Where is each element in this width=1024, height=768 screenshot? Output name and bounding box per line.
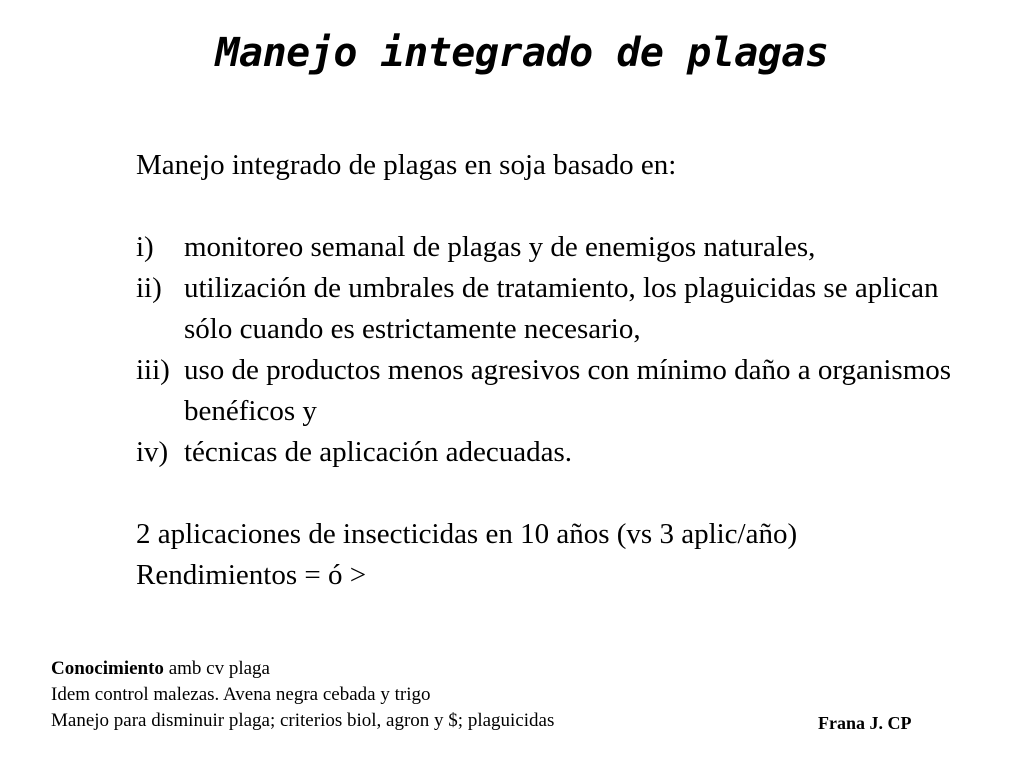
list-item-number: ii) (136, 272, 162, 304)
list-item-number: iv) (136, 436, 169, 468)
spacer (136, 186, 956, 227)
intro-text: Manejo integrado de plagas en soja basado en: (136, 149, 677, 181)
list-item-number: i) (136, 231, 154, 263)
note-line (51, 656, 771, 682)
spacer (136, 473, 956, 514)
note-line: Idem control malezas. Avena negra cebada y trigo (51, 684, 431, 705)
author-credit: Frana J. CP (818, 713, 912, 733)
list-item-text: técnicas de aplicación adecuadas. (184, 436, 573, 468)
note-bold-term: Conocimiento (51, 658, 164, 679)
list-item (136, 432, 956, 473)
criteria-list (136, 227, 956, 473)
list-item-text: monitoreo semanal de plagas y de enemigos naturales, (184, 231, 816, 263)
list-item-text: utilización de umbrales de tratamiento, los plaguicidas se aplican sólo cuando es estrictamente necesario, (184, 272, 939, 345)
list-item (136, 350, 956, 432)
note-text: amb cv plaga (163, 658, 270, 679)
list-item-number: iii) (136, 354, 170, 386)
summary-line: 2 aplicaciones de insecticidas en 10 años (vs 3 aplic/año) (136, 518, 798, 550)
slide-title: Manejo integrado de plagas (215, 30, 829, 76)
list-item (136, 227, 956, 268)
list-item-text: uso de productos menos agresivos con mínimo daño a organismos benéficos y (184, 354, 952, 427)
note-line: Manejo para disminuir plaga; criterios biol, agron y $; plaguicidas (51, 710, 555, 731)
summary-line: Rendimientos = ó > (136, 559, 367, 591)
list-item (136, 268, 956, 350)
footer-notes (51, 656, 771, 734)
main-content (136, 145, 956, 596)
